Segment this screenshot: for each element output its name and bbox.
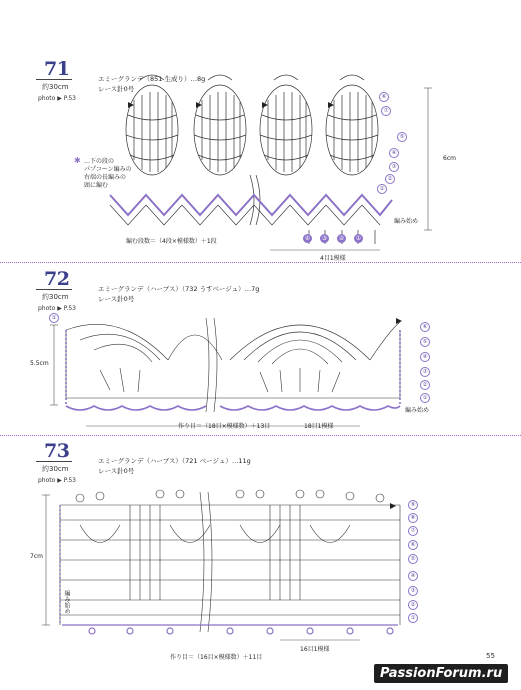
pattern-73-yarn: エミーグランデ（ハーブス）（721 ベージュ）…11g <box>98 457 251 465</box>
pattern-72-photo-ref: photo ▶ P.53 <box>38 305 76 312</box>
row-mark: ⑨ <box>408 500 418 510</box>
row-mark: ② <box>385 174 395 184</box>
row-mark: ① <box>408 613 418 623</box>
pattern-73-height: 7cm <box>30 553 43 560</box>
note-asterisk: ✱ <box>74 156 81 165</box>
pattern-71-size: 約30cm <box>42 83 69 91</box>
pattern-72-height: 5.5cm <box>30 360 49 367</box>
row-mark: ⑤ <box>397 132 407 142</box>
pattern-71-number: 71 <box>44 58 70 80</box>
row-mark: ④ <box>304 235 311 242</box>
pattern-72-hook: レース針0号 <box>98 295 135 303</box>
row-mark: ① <box>420 393 430 403</box>
row-mark: ④ <box>408 571 418 581</box>
pattern-73-size: 約30cm <box>42 465 69 473</box>
row-mark: ③ <box>420 367 430 377</box>
pattern-73-repeat: 16目1模様 <box>300 646 330 653</box>
pattern-73-count: 作り目＝（16目×模様数）＋11目 <box>170 654 263 661</box>
pattern-71-height: 6cm <box>443 155 456 162</box>
row-mark: ② <box>338 235 345 242</box>
row-mark: ⑥ <box>420 322 430 332</box>
pattern-73-start: 編み始め <box>63 590 70 614</box>
pattern-73-photo-ref: photo ▶ P.53 <box>38 477 76 484</box>
pattern-71-repeat: 4目1模様 <box>320 255 346 262</box>
row-mark: ⑥ <box>379 92 389 102</box>
pattern-72-size: 約30cm <box>42 293 69 301</box>
row-mark: ③ <box>389 162 399 172</box>
note-line: …下の段の <box>84 158 115 165</box>
note-line: パプコーン編みの <box>84 166 132 173</box>
row-mark: ① <box>377 184 387 194</box>
pattern-71-photo-ref: photo ▶ P.53 <box>38 95 76 102</box>
row-mark: ⑤ <box>420 337 430 347</box>
watermark-logo: PassionForum.ru <box>374 664 508 683</box>
pattern-71-hook: レース針0号 <box>98 85 135 93</box>
row-mark: ⑦ <box>408 526 418 536</box>
row-mark: ③ <box>321 235 328 242</box>
pattern-72-repeat: 18目1模様 <box>304 423 334 430</box>
pattern-72-yarn: エミーグランデ（ハーブス）（732 うすベージュ）…7g <box>98 285 260 293</box>
row-mark: ⑧ <box>408 513 418 523</box>
row-mark: ② <box>420 380 430 390</box>
note-line: 頭に編む <box>84 182 109 189</box>
pattern-72-number: 72 <box>44 268 70 290</box>
row-mark: ⑥ <box>408 540 418 550</box>
pattern-73-hook: レース針0号 <box>98 467 135 475</box>
page-number: 55 <box>486 652 495 660</box>
row-mark: ③ <box>408 586 418 596</box>
pattern-73-number: 73 <box>44 440 70 462</box>
pattern-71-start: 編み始め <box>394 218 419 225</box>
row-mark: ④ <box>420 352 430 362</box>
pattern-71-yarn: エミーグランデ（851 生成り）…8g <box>98 75 206 83</box>
row-mark: ⑦ <box>381 106 391 116</box>
row-mark: ① <box>49 313 59 323</box>
row-mark: ② <box>408 600 418 610</box>
note-line: 右端の長編みの <box>84 174 127 181</box>
row-mark: ① <box>355 235 362 242</box>
row-mark: ④ <box>389 148 399 158</box>
pattern-71-rows-count: 編む段数＝（4段×模様数）＋1段 <box>126 238 217 245</box>
pattern-72-start: 編み始め <box>405 407 430 414</box>
pattern-72-count: 作り目＝（18目×模様数）＋13目 <box>178 423 271 430</box>
row-mark: ⑤ <box>408 554 418 564</box>
